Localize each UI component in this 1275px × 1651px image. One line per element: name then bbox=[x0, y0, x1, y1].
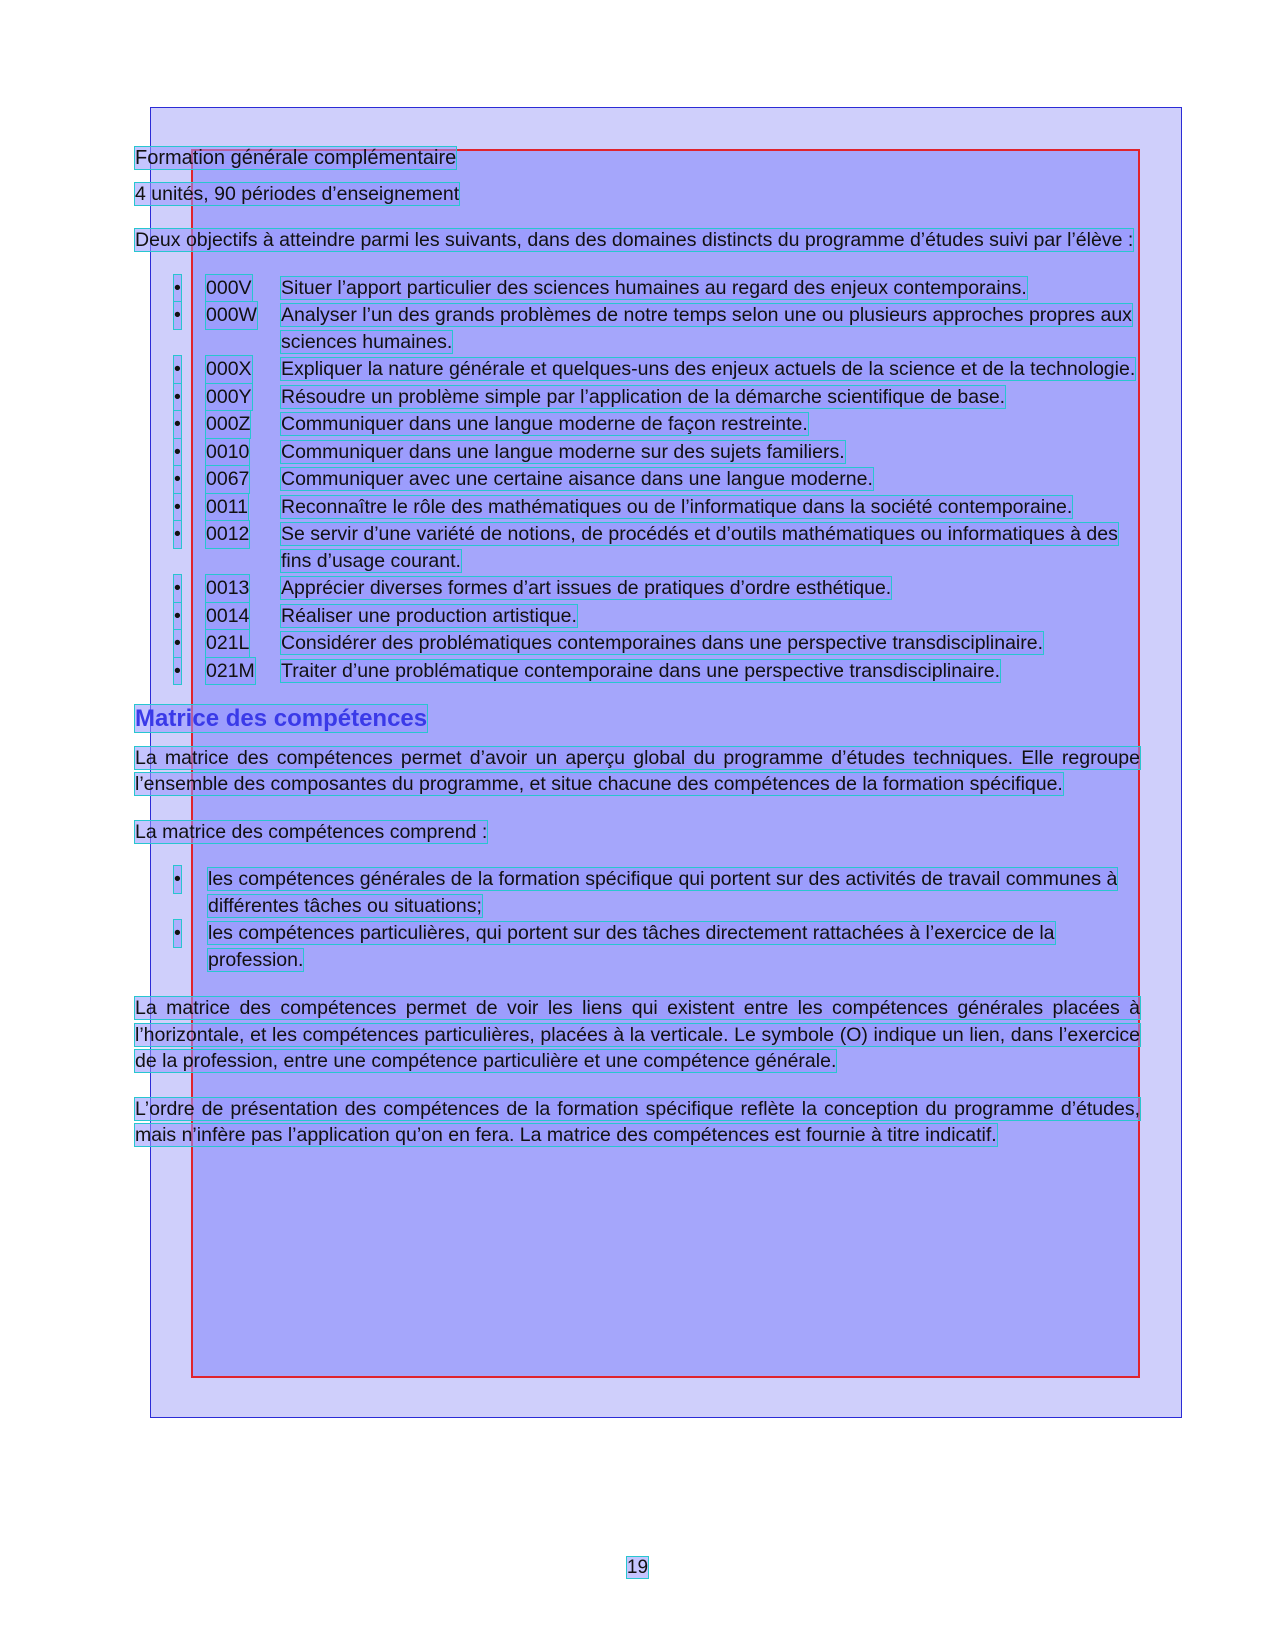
section-title: Formation générale complémentaire bbox=[135, 147, 457, 169]
objective-item bbox=[135, 411, 1140, 438]
objective-text: Communiquer avec une certaine aisance dans une langue moderne. bbox=[281, 468, 873, 490]
objective-item bbox=[135, 658, 1140, 685]
objective-code: 000V bbox=[206, 275, 252, 302]
bullet-icon: • bbox=[174, 920, 181, 947]
bullet-icon: • bbox=[174, 439, 181, 466]
bullet-icon: • bbox=[174, 658, 181, 685]
page-content bbox=[135, 145, 1140, 1149]
objective-text: Analyser l’un des grands problèmes de notre temps selon une ou plusieurs approches propres aux sciences humaines. bbox=[281, 304, 1132, 353]
objective-text: Se servir d’une variété de notions, de procédés et d’outils mathématiques ou informatiques à des fins d’usage courant. bbox=[281, 523, 1118, 572]
objective-text: Communiquer dans une langue moderne de façon restreinte. bbox=[281, 413, 808, 435]
page-number: 19 bbox=[626, 1557, 649, 1578]
list-item: • les compétences générales de la formation spécifique qui portent sur des activités de travail communes à différentes tâches ou situations; bbox=[174, 868, 1118, 917]
objective-item bbox=[135, 603, 1140, 630]
objective-code: 0013 bbox=[206, 575, 249, 602]
objective-code: 0011 bbox=[206, 494, 248, 521]
bullet-icon: • bbox=[174, 494, 181, 521]
matrix-paragraph-2: La matrice des compétences comprend : bbox=[135, 820, 488, 843]
objective-text: Réaliser une production artistique. bbox=[281, 604, 577, 627]
objective-code: 021L bbox=[206, 630, 249, 657]
objective-code: 000W bbox=[206, 302, 257, 329]
bullet-icon: • bbox=[174, 384, 181, 411]
objective-item bbox=[135, 356, 1140, 383]
objective-code: 0067 bbox=[206, 466, 249, 493]
objective-code: 0010 bbox=[206, 439, 249, 466]
bullet-icon: • bbox=[174, 866, 181, 893]
list-item: • les compétences particulières, qui portent sur des tâches directement rattachées à l’exercice de la profession. bbox=[174, 922, 1055, 971]
objective-item bbox=[135, 466, 1140, 493]
objectives-list bbox=[135, 275, 1140, 685]
objective-item bbox=[135, 521, 1140, 574]
bullet-icon: • bbox=[174, 356, 181, 383]
objective-item bbox=[135, 302, 1140, 355]
section-subtitle: 4 unités, 90 périodes d’enseignement bbox=[135, 182, 460, 205]
bullet-icon: • bbox=[174, 302, 181, 329]
objective-code: 000Y bbox=[206, 384, 252, 411]
objective-text: Communiquer dans une langue moderne sur des sujets familiers. bbox=[281, 440, 845, 463]
objective-text: Expliquer la nature générale et quelques-uns des enjeux actuels de la science et de la technologie. bbox=[281, 358, 1136, 380]
bullet-icon: • bbox=[174, 521, 181, 548]
bullet-icon: • bbox=[174, 275, 181, 302]
objective-text: Traiter d’une problématique contemporaine dans une perspective transdisciplinaire. bbox=[281, 659, 1001, 682]
section-intro: Deux objectifs à atteindre parmi les suivants, dans des domaines distincts du programme d’études suivi par l’élève : bbox=[135, 229, 1134, 251]
objective-text: Apprécier diverses formes d’art issues de pratiques d’ordre esthétique. bbox=[281, 577, 892, 599]
objective-text: Situer l’apport particulier des sciences humaines au regard des enjeux contemporains. bbox=[281, 276, 1027, 299]
objective-code: 0012 bbox=[206, 521, 249, 548]
objective-item bbox=[135, 439, 1140, 466]
competences-list bbox=[135, 866, 1140, 973]
objective-text: Résoudre un problème simple par l’application de la démarche scientifique de base. bbox=[281, 385, 1006, 408]
objective-item bbox=[135, 384, 1140, 411]
matrix-paragraph-3: La matrice des compétences permet de voir les liens qui existent entre les compétences générales placées à l’horizontale, et les compétences particulières, placées à la verticale. Le symbole (O) indique un lien, dans l’exercice de la profession, entre une compétence particulière et une compétence générale. bbox=[135, 997, 1140, 1072]
objective-text: Considérer des problématiques contemporaines dans une perspective transdisciplinaire. bbox=[281, 632, 1044, 654]
matrix-paragraph-1: La matrice des compétences permet d’avoir un aperçu global du programme d’études techniques. Elle regroupe l’ensemble des composantes du programme, et situe chacune des compétences de la formation spécifique. bbox=[135, 746, 1140, 795]
bullet-icon: • bbox=[174, 575, 181, 602]
objective-code: 021M bbox=[206, 658, 255, 685]
objective-code: 000Z bbox=[206, 411, 250, 438]
matrix-heading: Matrice des compétences bbox=[135, 705, 428, 732]
objective-item bbox=[135, 575, 1140, 602]
objective-text: Reconnaître le rôle des mathématiques ou de l’informatique dans la société contemporaine. bbox=[281, 495, 1073, 518]
matrix-paragraph-4: L’ordre de présentation des compétences de la formation spécifique reflète la conception du programme d’études, mais n’infère pas l’application qu’on en fera. La matrice des compétences est fournie à titre indicatif. bbox=[135, 1097, 1140, 1146]
objective-item bbox=[135, 494, 1140, 521]
objective-item bbox=[135, 630, 1140, 657]
objective-code: 000X bbox=[206, 356, 252, 383]
objective-code: 0014 bbox=[206, 603, 249, 630]
bullet-icon: • bbox=[174, 411, 181, 438]
bullet-icon: • bbox=[174, 630, 181, 657]
bullet-icon: • bbox=[174, 466, 181, 493]
objective-item bbox=[135, 275, 1140, 302]
bullet-icon: • bbox=[174, 603, 181, 630]
